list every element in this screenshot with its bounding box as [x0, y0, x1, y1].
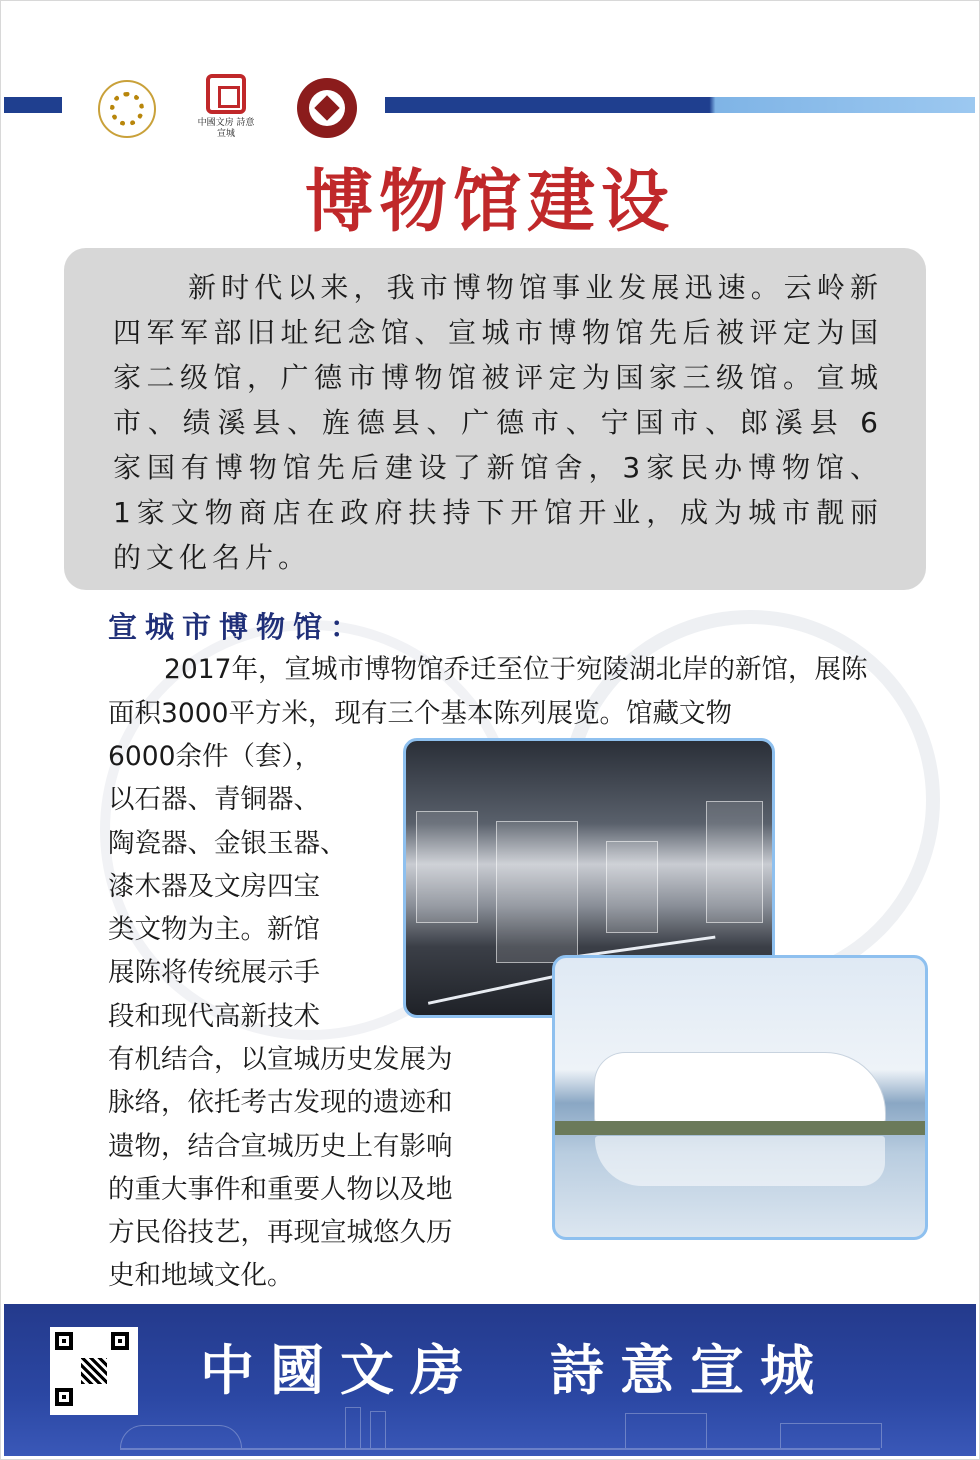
wide-line: 的重大事件和重要人物以及地 [108, 1173, 453, 1205]
narrow-line: 段和现代高新技术 [108, 1000, 320, 1032]
narrow-line: 陶瓷器、金银玉器、 [108, 827, 347, 859]
heritage-round-logo-icon [297, 78, 357, 138]
narrow-line: 类文物为主。新馆 [108, 914, 320, 946]
cultural-seal-logo-icon [98, 80, 156, 138]
narrow-line: 展陈将传统展示手 [108, 957, 320, 989]
wide-line: 史和地域文化。 [108, 1260, 294, 1292]
header-stripe-right [385, 97, 975, 113]
wide-line: 有机结合，以宣城历史发展为 [108, 1044, 453, 1075]
logo-caption: 中國文房 詩意宣城 [197, 118, 255, 139]
wenfang-logo-icon [196, 74, 256, 142]
intro-text: 新时代以来，我市博物馆事业发展迅速。云岭新四军军部旧址纪念馆、宣城市博物馆先后被评定为国家二级馆，广德市博物馆被评定为国家三级馆。宣城市、绩溪县、旌德县、广德市、宁国市、郎溪县 6 家国有博物馆先后建设了新馆舍，3家民办博物馆、1家文物商店在政府扶持下开馆开业，成为城市靓丽的文化名片。 [113, 271, 883, 574]
wide-line: 遗物，结合宣城历史上有影响 [108, 1130, 453, 1162]
wide-line: 方民俗技艺，再现宣城悠久历 [108, 1217, 453, 1249]
narrow-line: 以石器、青铜器、 [108, 784, 320, 816]
section-paragraph-intro: 2017年，宣城市博物馆乔迁至位于宛陵湖北岸的新馆，展陈面积3000平方米，现有三个基本陈列展览。馆藏文物 [108, 654, 868, 729]
narrow-line: 漆木器及文房四宝 [108, 870, 320, 902]
footer-skyline [120, 1400, 880, 1450]
museum-building-lake-photo [552, 955, 928, 1240]
section-heading: 宣城市博物馆： [108, 610, 368, 644]
narrow-line: 6000余件（套）， [108, 741, 322, 772]
wide-line: 脉络，依托考古发现的遗迹和 [108, 1087, 453, 1119]
footer-slogan: 中國文房 詩意宣城 [200, 1338, 830, 1402]
page-title: 博物馆建设 [304, 162, 675, 242]
header-stripe-left [4, 97, 62, 113]
section-wide-column [108, 1038, 508, 1298]
